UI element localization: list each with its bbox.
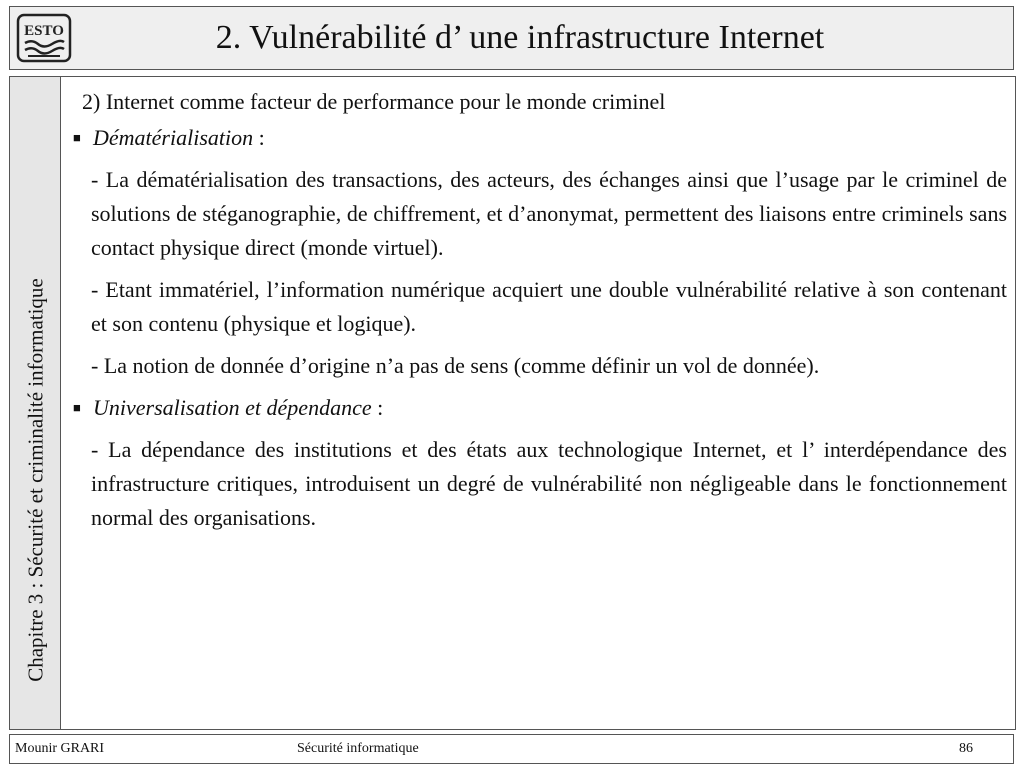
bullet-suffix: : bbox=[371, 395, 384, 420]
section-heading: 2) Internet comme facteur de performance pour le monde criminel bbox=[82, 89, 666, 114]
footer bbox=[9, 734, 1014, 764]
page-number: 86 bbox=[959, 741, 973, 756]
paragraph: - Etant immatériel, l’information numérique acquiert une double vulnérabilité relative à son contenant et son contenu (physique et logique). bbox=[91, 277, 1007, 336]
footer-author: Mounir GRARI bbox=[15, 741, 105, 756]
page-title: 2. Vulnérabilité d’ une infrastructure Internet bbox=[215, 19, 825, 56]
title-bar bbox=[9, 6, 1014, 70]
bullet-title: Dématérialisation bbox=[93, 125, 254, 150]
paragraph: - La notion de donnée d’origine n’a pas de sens (comme définir un vol de donnée). bbox=[91, 353, 820, 378]
logo-text: ESTO bbox=[24, 23, 64, 39]
slide-content bbox=[60, 76, 1016, 730]
slide-body bbox=[69, 85, 1007, 543]
paragraph: - La dépendance des institutions et des états aux technologique Internet, et l’ interdépendance des infrastructure critiques, introduisent un degré de vulnérabilité non négligeable dans le fonctionnement normal des organisations. bbox=[91, 437, 1007, 530]
chapter-sidebar bbox=[9, 76, 61, 730]
bullet-suffix: : bbox=[253, 125, 265, 150]
bullet-dematerialisation bbox=[69, 121, 1007, 155]
bullet-title: Universalisation et dépendance bbox=[93, 395, 372, 420]
esto-logo bbox=[16, 13, 72, 63]
square-bullet-icon: ■ bbox=[73, 400, 81, 415]
bullet-universalisation bbox=[69, 391, 1007, 425]
chapter-label: Chapitre 3 : Sécurité et criminalité informatique bbox=[23, 278, 48, 682]
footer-course: Sécurité informatique bbox=[297, 741, 419, 756]
paragraph: - La dématérialisation des transactions, des acteurs, des échanges ainsi que l’usage par le criminel de solutions de stéganographie, de chiffrement, et d’anonymat, permettent des liaisons entre criminels sans contact physique direct (monde virtuel). bbox=[91, 167, 1007, 260]
square-bullet-icon: ■ bbox=[73, 130, 81, 145]
